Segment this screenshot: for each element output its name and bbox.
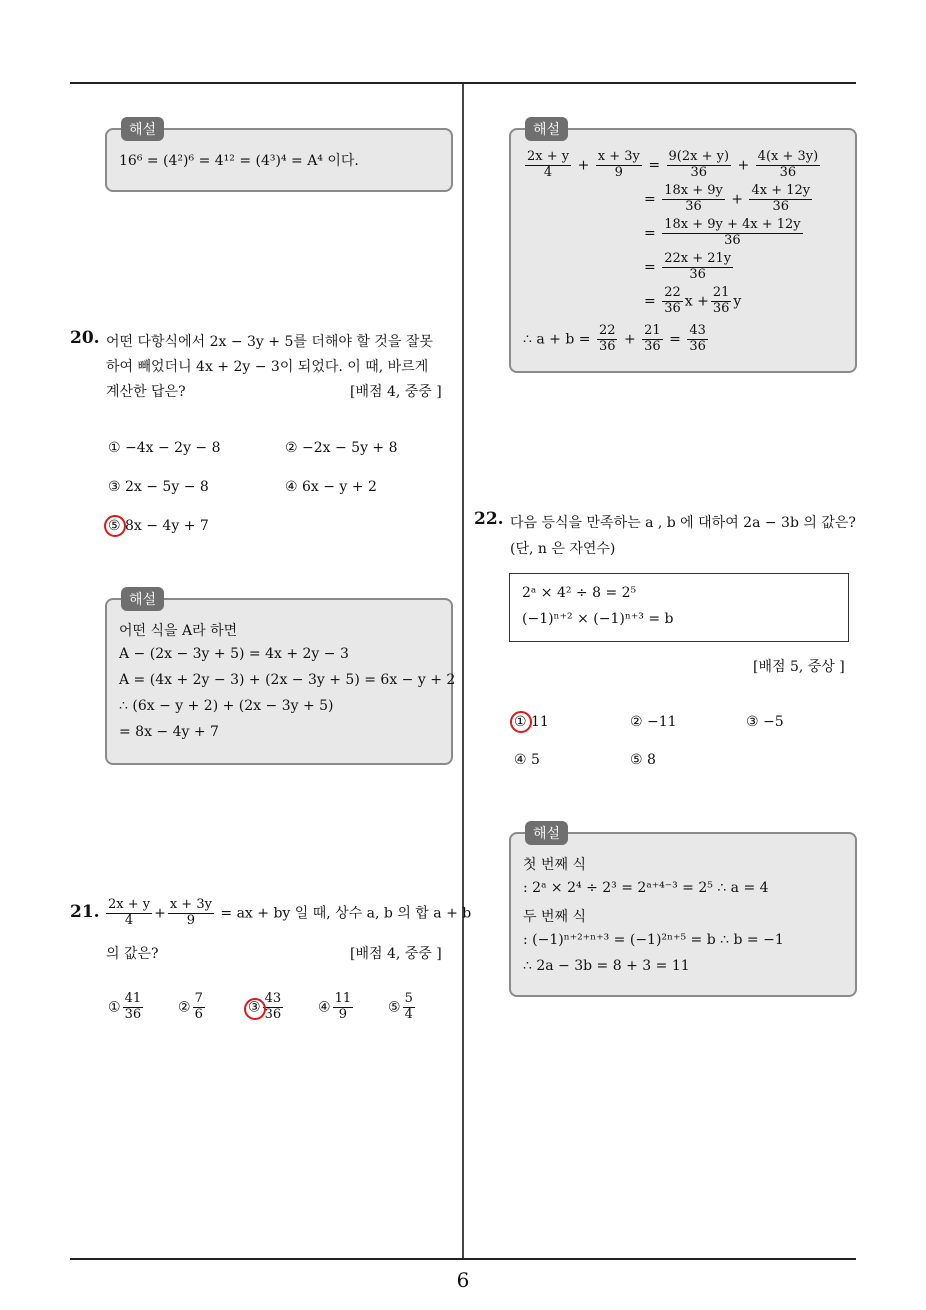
question-text-line: $\frac{2x + y}{4}$ + $\frac{x + 3y}{9}$ = ax + by 일 때, 상수 a, b 의 합 a + b (108, 897, 472, 928)
score-label: [배점 5, 중상 ] (753, 659, 845, 675)
explanation-tag: 해설 (525, 821, 568, 845)
explanation-line: A = (4x + 2y − 3) + (2x − 3y + 5) = 6x − y + 2 (119, 672, 456, 688)
explanation-tag: 해설 (525, 117, 568, 141)
answer-circle-mark (104, 515, 126, 537)
explanation-box-21 (509, 122, 857, 373)
answer-circle-mark (510, 711, 532, 733)
score-label: [배점 4, 중중 ] (350, 384, 442, 400)
explanation-tag: 해설 (121, 117, 164, 141)
choice-4[interactable]: ④ 6x − y + 2 (285, 479, 377, 495)
explanation-line: = $\frac{18x + 9y + 4x + 12y}{36}$ (644, 217, 801, 248)
explanation-box-20 (105, 592, 456, 765)
explanation-line: ∴ (6x − y + 2) + (2x − 3y + 5) (119, 698, 334, 714)
explanation-line: = $\frac{22x + 21y}{36}$ (644, 251, 732, 282)
answer-circle-mark (244, 998, 266, 1020)
explanation-line: A − (2x − 3y + 5) = 4x + 2y − 3 (119, 646, 349, 662)
choice-5[interactable]: ⑤ $\frac{5}{4}$ (388, 991, 413, 1022)
question-text-line: 의 값은? (106, 946, 159, 962)
explanation-line: = 8x − 4y + 7 (119, 724, 219, 740)
explanation-line: ∴ 2a − 3b = 8 + 3 = 11 (523, 958, 690, 974)
explanation-box-19 (105, 122, 453, 192)
choice-1[interactable]: ① 11 (514, 714, 549, 730)
equation-line: (−1)ⁿ⁺² × (−1)ⁿ⁺³ = b (522, 611, 674, 627)
explanation-line: ∴ a + b = $\frac{22}{36}$ + $\frac{21}{36}$ = $\frac{43}{36}$ (523, 323, 706, 354)
choice-4[interactable]: ④ 5 (514, 752, 540, 768)
equation-box (509, 573, 849, 642)
question-number-22: 22. (474, 509, 504, 529)
question-text-line: 다음 등식을 만족하는 a , b 에 대하여 2a − 3b 의 값은? (510, 515, 856, 531)
fraction: $\frac{x + 3y}{9}$ (169, 897, 212, 928)
question-text-line: 어떤 다항식에서 2x − 3y + 5를 더해야 할 것을 잘못 (106, 334, 433, 350)
choice-2[interactable]: ② $\frac{7}{6}$ (178, 991, 203, 1022)
question-text-line: 하여 빼었더니 4x + 2y − 3이 되었다. 이 때, 바르게 (106, 359, 429, 375)
explanation-line: 어떤 식을 A라 하면 (119, 623, 238, 639)
bottom-rule (70, 1258, 856, 1260)
explanation-tag: 해설 (121, 587, 164, 611)
fraction: $\frac{2x + y}{4}$ (108, 897, 151, 928)
question-text-line: (단, n 은 자연수) (510, 541, 616, 557)
explanation-line: $\frac{2x + y}{4}$ + $\frac{x + 3y}{9}$ = $\frac{9(2x + y)}{36}$ + $\frac{4(x + 3y)}{36}$ (527, 149, 819, 180)
equation-line: 2ᵃ × 4² ÷ 8 = 2⁵ (522, 585, 637, 601)
explanation-line: 16⁶ = (4²)⁶ = 4¹² = (4³)⁴ = A⁴ 이다. (119, 153, 359, 169)
page-number: 6 (456, 1268, 470, 1292)
choice-2[interactable]: ② −11 (630, 714, 677, 730)
choice-1[interactable]: ① −4x − 2y − 8 (108, 440, 221, 456)
score-label: [배점 4, 중중 ] (350, 946, 442, 962)
choice-1[interactable]: ① $\frac{41}{36}$ (108, 991, 142, 1022)
choice-5[interactable]: ⑤ 8 (630, 752, 656, 768)
column-divider (462, 84, 464, 1259)
explanation-line: = $\frac{22}{36}$ x + $\frac{21}{36}$ y (644, 285, 742, 316)
explanation-line: = $\frac{18x + 9y}{36}$ + $\frac{4x + 12y}{36}$ (644, 183, 811, 214)
explanation-box-22 (509, 826, 857, 997)
choice-3[interactable]: ③ −5 (746, 714, 784, 730)
choice-2[interactable]: ② −2x − 5y + 8 (285, 440, 398, 456)
choice-5[interactable]: ⑤ 8x − 4y + 7 (108, 518, 209, 534)
question-number-21: 21. (70, 902, 100, 922)
choice-3[interactable]: ③ 2x − 5y − 8 (108, 479, 209, 495)
explanation-line: 두 번째 식 (523, 909, 586, 925)
choice-4[interactable]: ④ $\frac{11}{9}$ (318, 991, 352, 1022)
question-text-line: 계산한 답은? (106, 384, 186, 400)
question-number-20: 20. (70, 328, 100, 348)
explanation-line: : (−1)ⁿ⁺²⁺ⁿ⁺³ = (−1)²ⁿ⁺⁵ = b ∴ b = −1 (523, 932, 784, 948)
explanation-line: 첫 번째 식 (523, 857, 586, 873)
choice-3[interactable]: ③ $\frac{43}{36}$ (248, 991, 282, 1022)
explanation-line: : 2ᵃ × 2⁴ ÷ 2³ = 2ᵃ⁺⁴⁻³ = 2⁵ ∴ a = 4 (523, 880, 769, 896)
